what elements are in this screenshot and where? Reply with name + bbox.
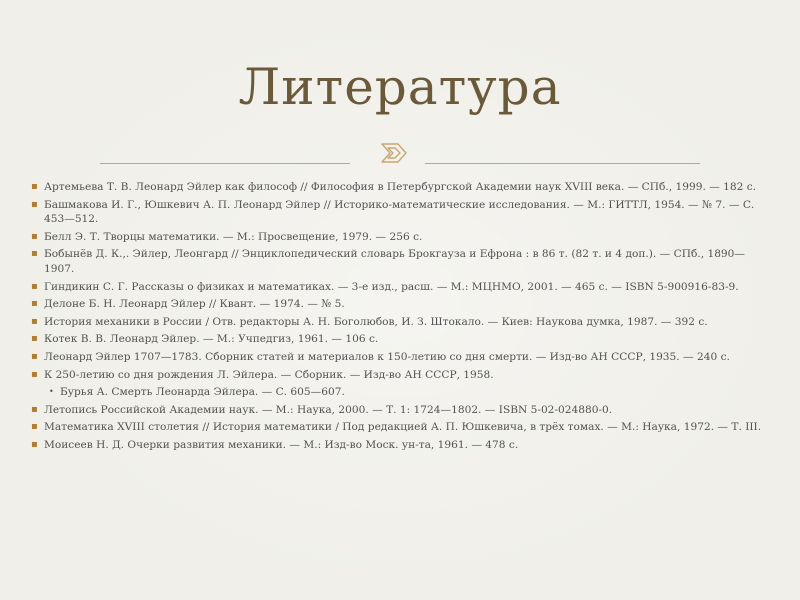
bullet-icon: ▪ (31, 280, 38, 292)
bullet-icon: ▪ (31, 438, 38, 450)
bullet-icon: ▪ (31, 230, 38, 242)
reference-item (30, 368, 775, 383)
bullet-icon: ▪ (31, 368, 38, 380)
reference-item (30, 420, 775, 435)
reference-text: Моисеев Н. Д. Очерки развития механики. — М.: Изд-во Моск. ун-та, 1961. — 478 с. (44, 438, 519, 451)
reference-item (30, 403, 775, 418)
double-arrow-ornament-icon (379, 138, 409, 168)
reference-list (30, 180, 775, 456)
reference-text: Летопись Российской Академии наук. — М.: Наука, 2000. — Т. 1: 1724—1802. — ISBN 5-02-024880-0. (44, 403, 613, 416)
reference-item (30, 180, 775, 195)
reference-item (30, 297, 775, 312)
divider-line-right (425, 163, 700, 164)
bullet-icon: ▪ (31, 298, 38, 310)
bullet-icon: ▪ (31, 181, 38, 192)
reference-text: Бурья А. Смерть Леонарда Эйлера. — С. 605—607. (60, 386, 345, 399)
reference-text: Артемьева Т. В. Леонард Эйлер как философ // Философия в Петербургской Академии наук XVIII века. — СПб., 1999. — 182 с. (44, 181, 757, 193)
bullet-icon: ▪ (31, 248, 38, 260)
reference-text: Математика XVIII столетия // История математики / Под редакцией А. П. Юшкевича, в трёх томах. — М.: Наука, 1972. — Т. III. (44, 421, 762, 434)
reference-text: Бобынёв Д. К.,. Эйлер, Леонгард // Энциклопедический словарь Брокгауза и Ефрона : в 86 т. (82 т. и 4 доп.). — СПб., 1890—1907. (44, 248, 746, 275)
reference-text: Белл Э. Т. Творцы математики. — М.: Просвещение, 1979. — 256 с. (44, 230, 423, 243)
divider-line-left (100, 163, 350, 164)
reference-text: Леонард Эйлер 1707—1783. Сборник статей и материалов к 150-летию со дня смерти. — Изд-во АН СССР, 1935. — 240 с. (44, 350, 730, 363)
reference-item (30, 350, 775, 365)
reference-item (30, 315, 775, 330)
bullet-icon: ▪ (31, 350, 38, 362)
reference-item (30, 247, 775, 276)
reference-item (30, 438, 775, 453)
reference-text: К 250-летию со дня рождения Л. Эйлера. — Сборник. — Изд-во АН СССР, 1958. (44, 368, 494, 381)
bullet-icon: ▪ (31, 333, 38, 345)
reference-item (30, 332, 775, 347)
reference-item (30, 198, 775, 227)
reference-subitem (30, 385, 775, 400)
bullet-icon: • (49, 387, 54, 397)
reference-text: Делоне Б. Н. Леонард Эйлер // Квант. — 1974. — № 5. (44, 298, 345, 311)
reference-text: Котек В. В. Леонард Эйлер. — М.: Учпедгиз, 1961. — 106 с. (44, 333, 379, 346)
reference-text: История механики в России / Отв. редакторы А. Н. Боголюбов, И. З. Штокало. — Киев: Наукова думка, 1987. — 392 с. (44, 315, 708, 328)
slide-title: Литература (238, 58, 562, 116)
title-divider (100, 134, 700, 174)
reference-item (30, 230, 775, 245)
bullet-icon: ▪ (31, 198, 38, 210)
bullet-icon: ▪ (31, 403, 38, 415)
bullet-icon: ▪ (31, 315, 38, 327)
reference-text: Гиндикин С. Г. Рассказы о физиках и математиках. — 3-е изд., расш. — М.: МЦНМО, 2001. — 465 с. — ISBN 5-900916-83-9. (44, 280, 739, 293)
bullet-icon: ▪ (31, 421, 38, 433)
reference-item (30, 280, 775, 295)
reference-text: Башмакова И. Г., Юшкевич А. П. Леонард Эйлер // Историко-математические исследования. — М.: ГИТТЛ, 1954. — № 7. — С. 453—512. (44, 198, 755, 226)
